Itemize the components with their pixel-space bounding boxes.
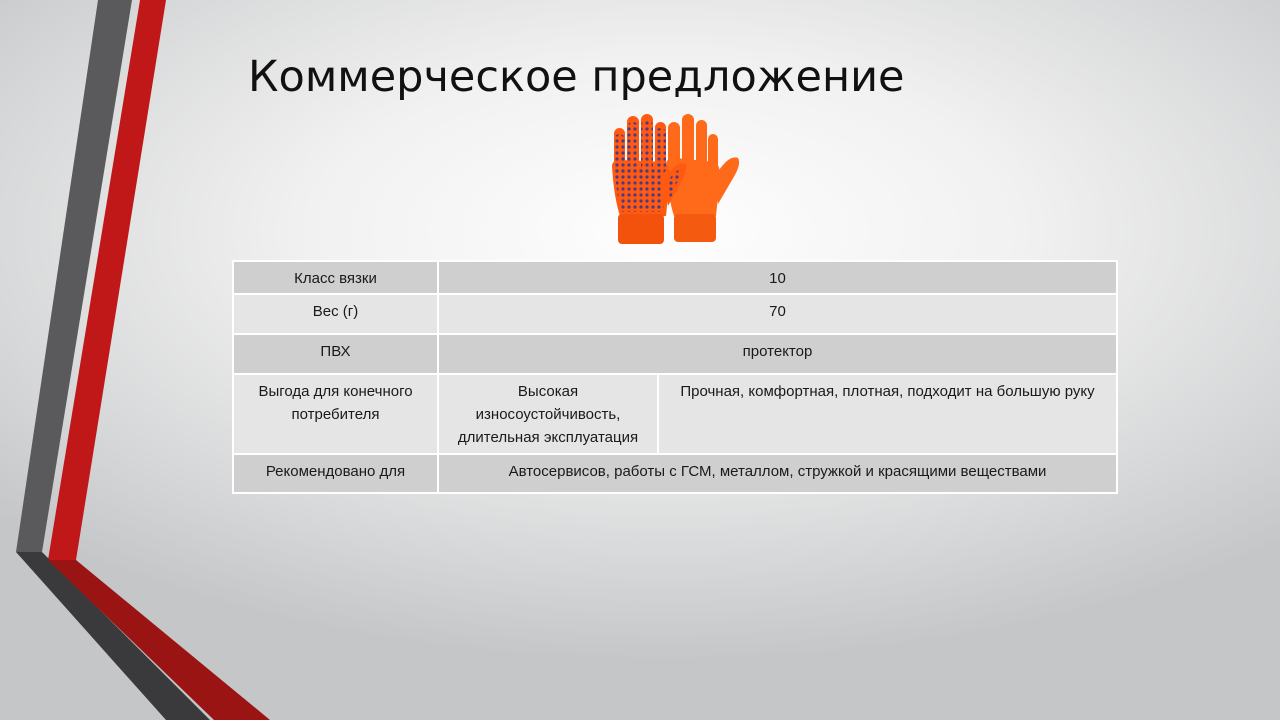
table-row-weight xyxy=(233,294,1117,334)
product-specs-table xyxy=(232,260,1118,494)
table-row-benefit xyxy=(233,374,1117,454)
gloves-image xyxy=(596,108,746,248)
table-cell-label: ПВХ xyxy=(233,334,438,374)
table-cell-label: Рекомендовано для xyxy=(233,454,438,493)
table-cell-value: Прочная, комфортная, плотная, подходит на большую руку xyxy=(658,374,1117,454)
table-cell-value: протектор xyxy=(438,334,1117,374)
table-cell-value: Автосервисов, работы с ГСМ, металлом, стружкой и красящими веществами xyxy=(438,454,1117,493)
table-row-recommended xyxy=(233,454,1117,493)
table-cell-value: 70 xyxy=(438,294,1117,334)
slide-title: Коммерческое предложение xyxy=(248,52,905,102)
table-row-pvc xyxy=(233,334,1117,374)
table-cell-value: Высокая износоустойчивость, длительная эксплуатация xyxy=(438,374,658,454)
table-cell-label: Класс вязки xyxy=(233,261,438,294)
dark-stripe-lower xyxy=(16,552,210,720)
table-row-knit-class xyxy=(233,261,1117,294)
table-cell-value: 10 xyxy=(438,261,1117,294)
table-cell-label: Вес (г) xyxy=(233,294,438,334)
table-cell-label: Выгода для конечного потребителя xyxy=(233,374,438,454)
